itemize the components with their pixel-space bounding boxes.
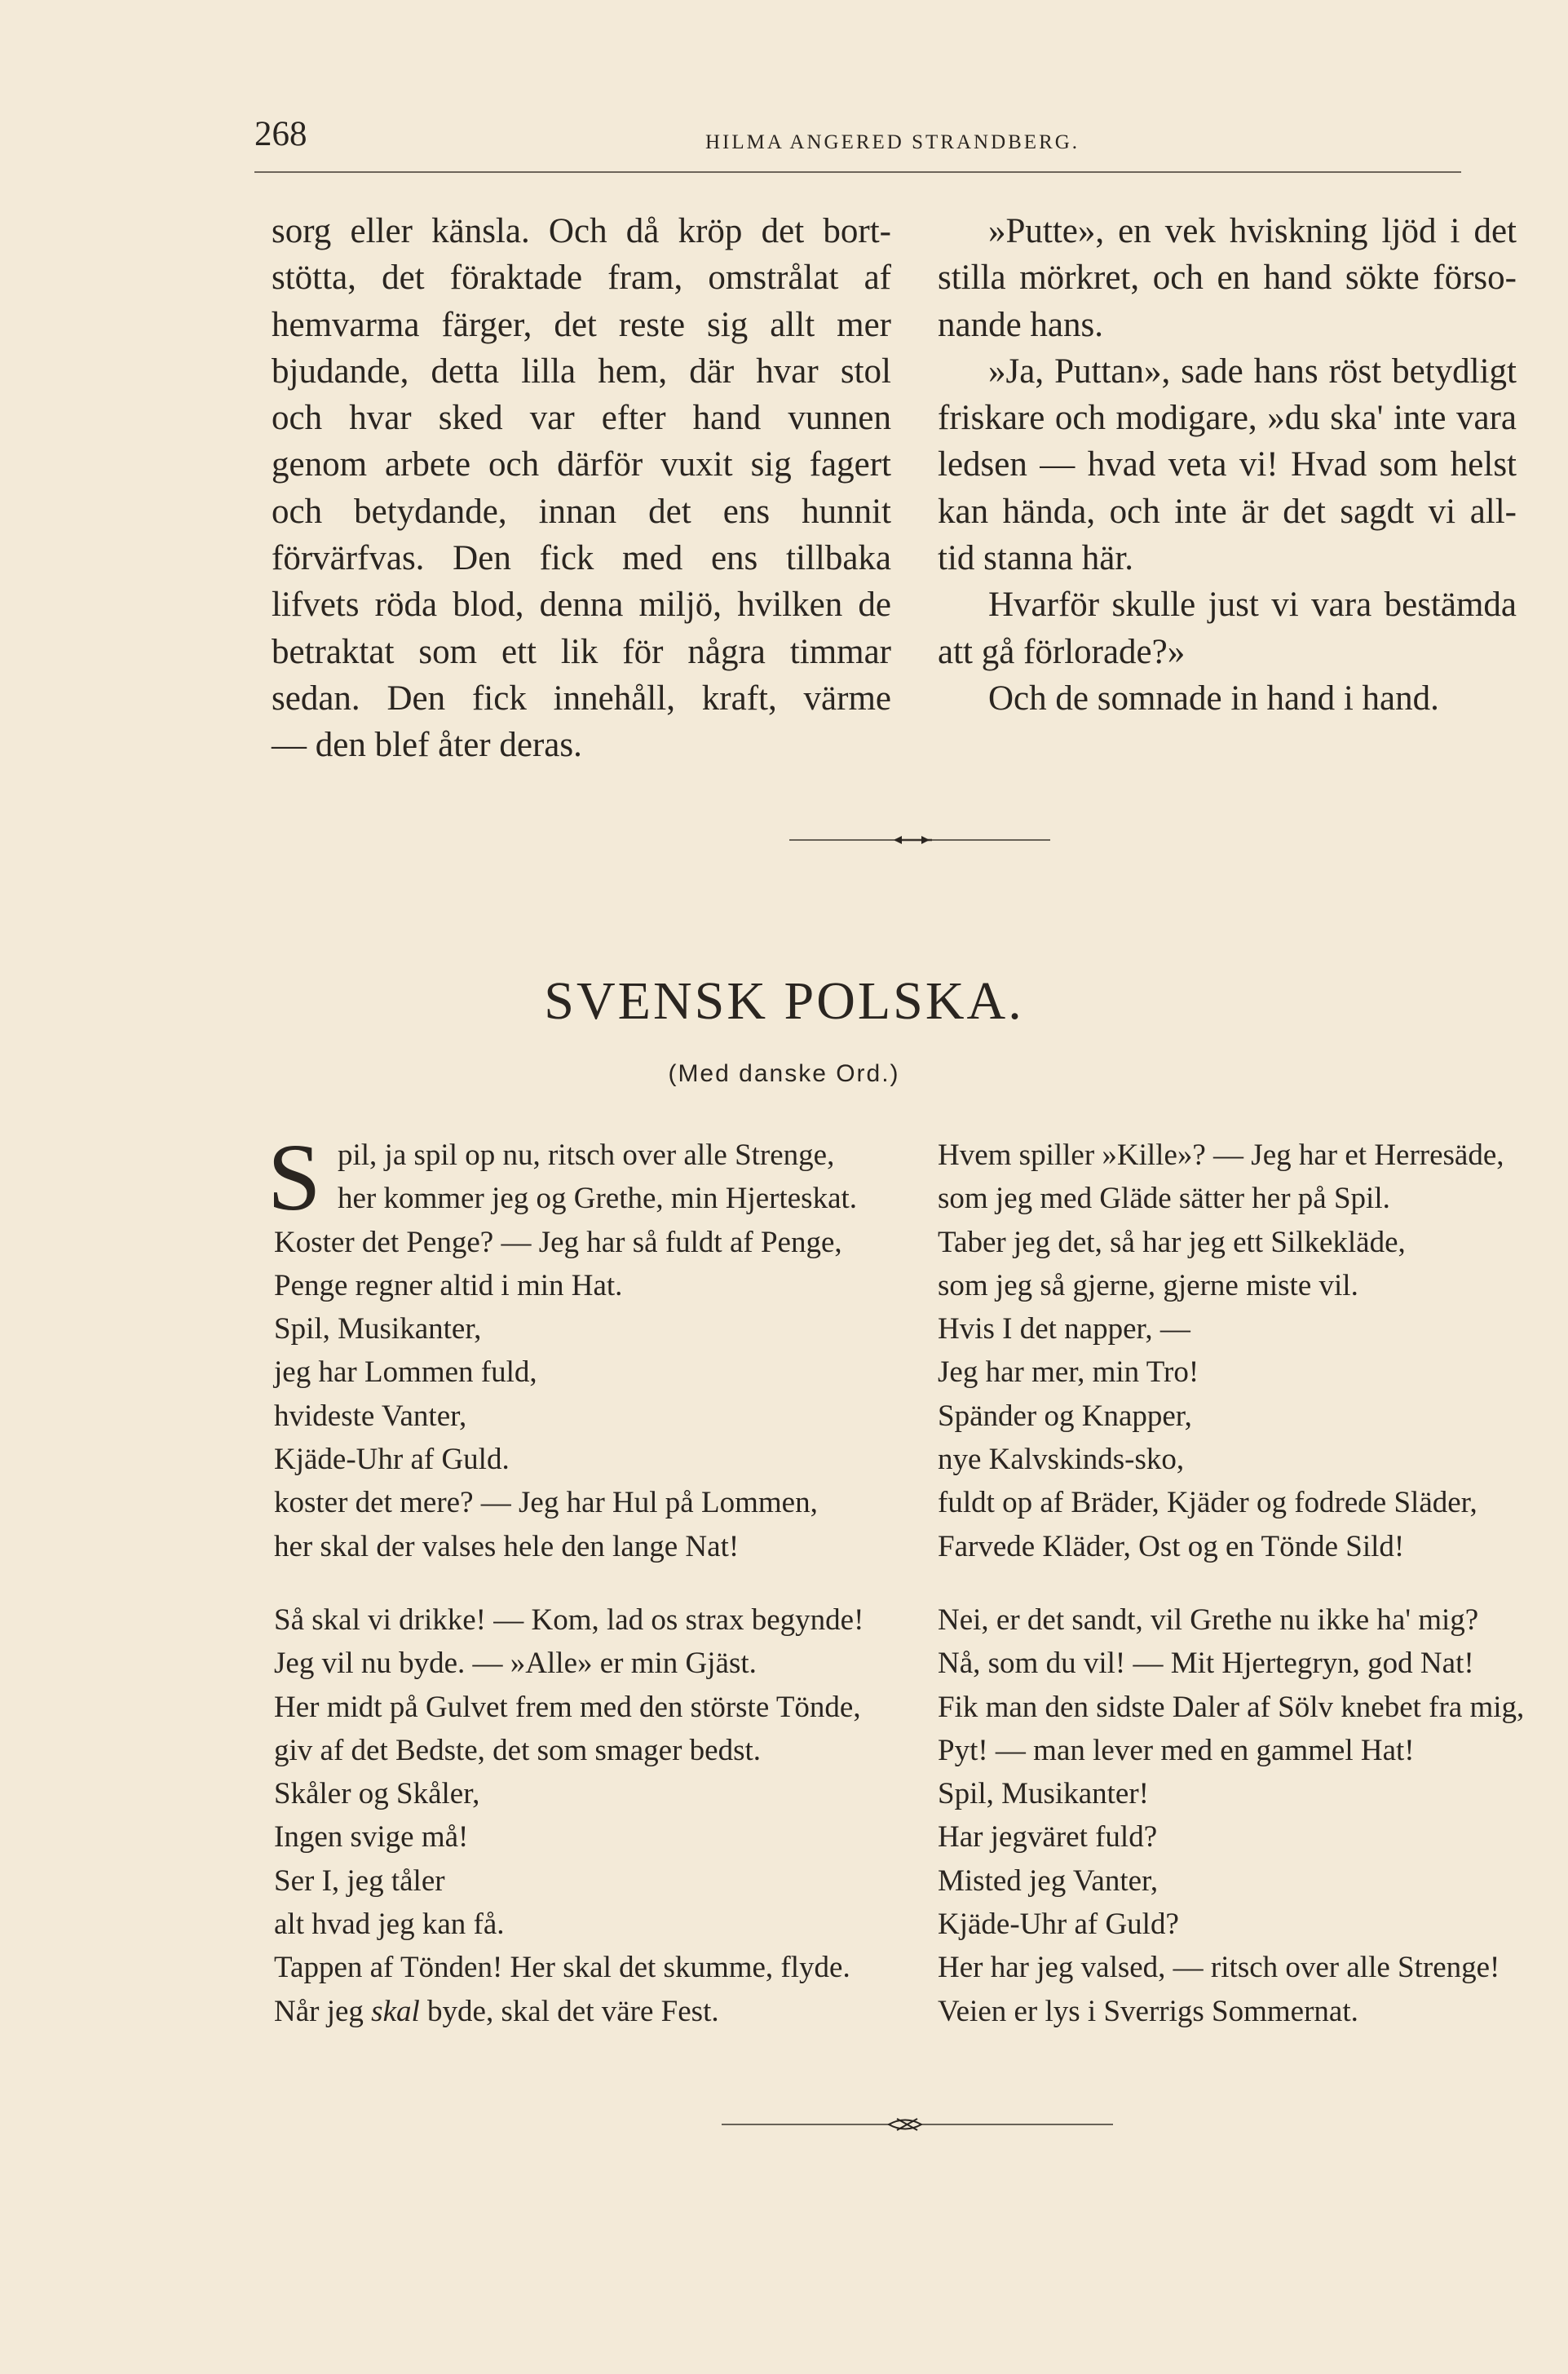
prose-left-column: [272, 208, 891, 769]
verse-line: Pyt! — man lever med en gammel Hat!: [938, 1733, 1415, 1767]
verse-line: Nei, er det sandt, vil Grethe nu ikke ha' mig?: [938, 1603, 1479, 1637]
prose-line: sedan. Den fick innehåll, kraft, värme: [272, 679, 891, 718]
verse-line: Penge regner altid i min Hat.: [274, 1268, 623, 1302]
verse-line: Skåler og Skåler,: [274, 1777, 480, 1811]
verse-line: Tappen af Tönden! Her skal det skumme, flyde.: [274, 1951, 850, 1985]
prose-line: friskare och modigare, »du ska' inte vara: [938, 399, 1517, 438]
running-title: HILMA ANGERED STRANDBERG.: [705, 131, 1080, 153]
verse-line: fuldt op af Bräder, Kjäder og fodrede Släder,: [938, 1486, 1477, 1520]
verse-line: alt hvad jeg kan få.: [274, 1908, 505, 1942]
prose-line: stötta, det föraktade fram, omstrålat af: [272, 259, 891, 298]
verse-line: som jeg med Gläde sätter her på Spil.: [938, 1182, 1390, 1216]
prose-line: »Putte», en vek hviskning ljöd i det: [988, 212, 1517, 250]
verse-line: her kommer jeg og Grethe, min Hjerteskat.: [338, 1182, 858, 1216]
prose-line: Hvarför skulle just vi vara bestämda: [988, 586, 1517, 625]
verse-line: Spil, Musikanter,: [274, 1312, 482, 1346]
prose-line: och hvar sked var efter hand vunnen: [272, 399, 891, 438]
verse-right-2: [938, 1598, 1524, 2033]
verse-line: Her midt på Gulvet frem med den störste Tönde,: [274, 1690, 861, 1724]
verse-line: Koster det Penge? — Jeg har så fuldt af Penge,: [274, 1225, 842, 1259]
verse-line: Ser I, jeg tåler: [274, 1863, 445, 1898]
prose-line: kan hända, och inte är det sagdt vi all-: [938, 492, 1517, 531]
verse-line: Her har jeg valsed, — ritsch over alle Strenge!: [938, 1951, 1500, 1985]
header-rule: [254, 171, 1461, 173]
prose-line: hemvarma färger, det reste sig allt mer: [272, 305, 891, 344]
drop-cap: S: [267, 1124, 321, 1231]
verse-line: koster det mere? — Jeg har Hul på Lommen,: [274, 1486, 818, 1520]
verse-line: hvideste Vanter,: [274, 1399, 467, 1433]
verse-left-2: [274, 1598, 864, 2033]
prose-line: lifvets röda blod, denna miljö, hvilken de: [272, 586, 891, 625]
prose-line: — den blef åter deras.: [272, 726, 582, 765]
verse-line: som jeg så gjerne, gjerne miste vil.: [938, 1268, 1358, 1302]
verse-line: Nå, som du vil! — Mit Hjertegryn, god Nat!: [938, 1647, 1474, 1681]
verse-right-1: [938, 1134, 1504, 1568]
prose-line: att gå förlorade?»: [938, 632, 1186, 671]
prose-line: och betydande, innan det ens hunnit: [272, 492, 891, 531]
verse-line: Hvis I det napper, —: [938, 1312, 1190, 1346]
verse-line: Jeg vil nu byde. — »Alle» er min Gjäst.: [274, 1647, 757, 1681]
prose-line: sorg eller känsla. Och då kröp det bort-: [272, 212, 891, 250]
verse-line: her skal der valses hele den lange Nat!: [274, 1529, 740, 1563]
verse-line: Hvem spiller »Kille»? — Jeg har et Herresäde,: [938, 1138, 1504, 1172]
prose-line: bjudande, detta lilla hem, där hvar stol: [272, 351, 891, 391]
prose-line: nande hans.: [938, 305, 1103, 344]
prose-line: Och de somnade in hand i hand.: [988, 679, 1439, 718]
verse-line: Kjäde-Uhr af Guld?: [938, 1908, 1179, 1942]
song-title: SVENSK POLSKA.: [544, 971, 1024, 1031]
song-subtitle: (Med danske Ord.): [668, 1060, 900, 1087]
prose-line: »Ja, Puttan», sade hans röst betydligt: [988, 351, 1517, 391]
prose-line: stilla mörkret, och en hand sökte förso-: [938, 259, 1517, 298]
verse-line: jeg har Lommen fuld,: [274, 1355, 537, 1390]
verse-line: Kjäde-Uhr af Guld.: [274, 1443, 510, 1477]
verse-line: Ingen svige må!: [274, 1820, 469, 1855]
verse-line: Spil, Musikanter!: [938, 1777, 1149, 1811]
verse-line: Fik man den sidste Daler af Sölv knebet fra mig,: [938, 1690, 1525, 1724]
verse-line: Når jeg skal byde, skal det väre Fest.: [274, 1994, 719, 2028]
verse-line: Farvede Kläder, Ost og en Tönde Sild!: [938, 1529, 1405, 1563]
prose-line: genom arbete och därför vuxit sig fagert: [272, 445, 891, 484]
prose-line: ledsen — hvad veta vi! Hvad som helst: [938, 445, 1517, 484]
prose-line: tid stanna här.: [938, 539, 1134, 578]
verse-line: giv af det Bedste, det som smager bedst.: [274, 1733, 762, 1767]
prose-line: förvärfvas. Den fick med ens tillbaka: [272, 539, 891, 578]
page-number: 268: [254, 115, 307, 153]
verse-line: Misted jeg Vanter,: [938, 1863, 1159, 1898]
verse-line: Har jegväret fuld?: [938, 1820, 1158, 1855]
verse-line: Jeg har mer, min Tro!: [938, 1355, 1199, 1390]
verse-line: Taber jeg det, så har jeg ett Silkekläde,: [938, 1225, 1406, 1259]
verse-line: Veien er lys i Sverrigs Sommernat.: [938, 1994, 1358, 2028]
verse-line: Spänder og Knapper,: [938, 1399, 1192, 1433]
verse-left-1: [267, 1124, 858, 1568]
end-ornament: [722, 2112, 1113, 2137]
verse-line: nye Kalvskinds-sko,: [938, 1443, 1185, 1477]
section-separator-ornament: [789, 832, 1050, 848]
prose-line: betraktat som ett lik för några timmar: [272, 632, 891, 671]
verse-line: pil, ja spil op nu, ritsch over alle Strenge,: [338, 1138, 835, 1172]
verse-line: Så skal vi drikke! — Kom, lad os strax begynde!: [274, 1603, 864, 1637]
prose-right-column: [938, 208, 1517, 722]
